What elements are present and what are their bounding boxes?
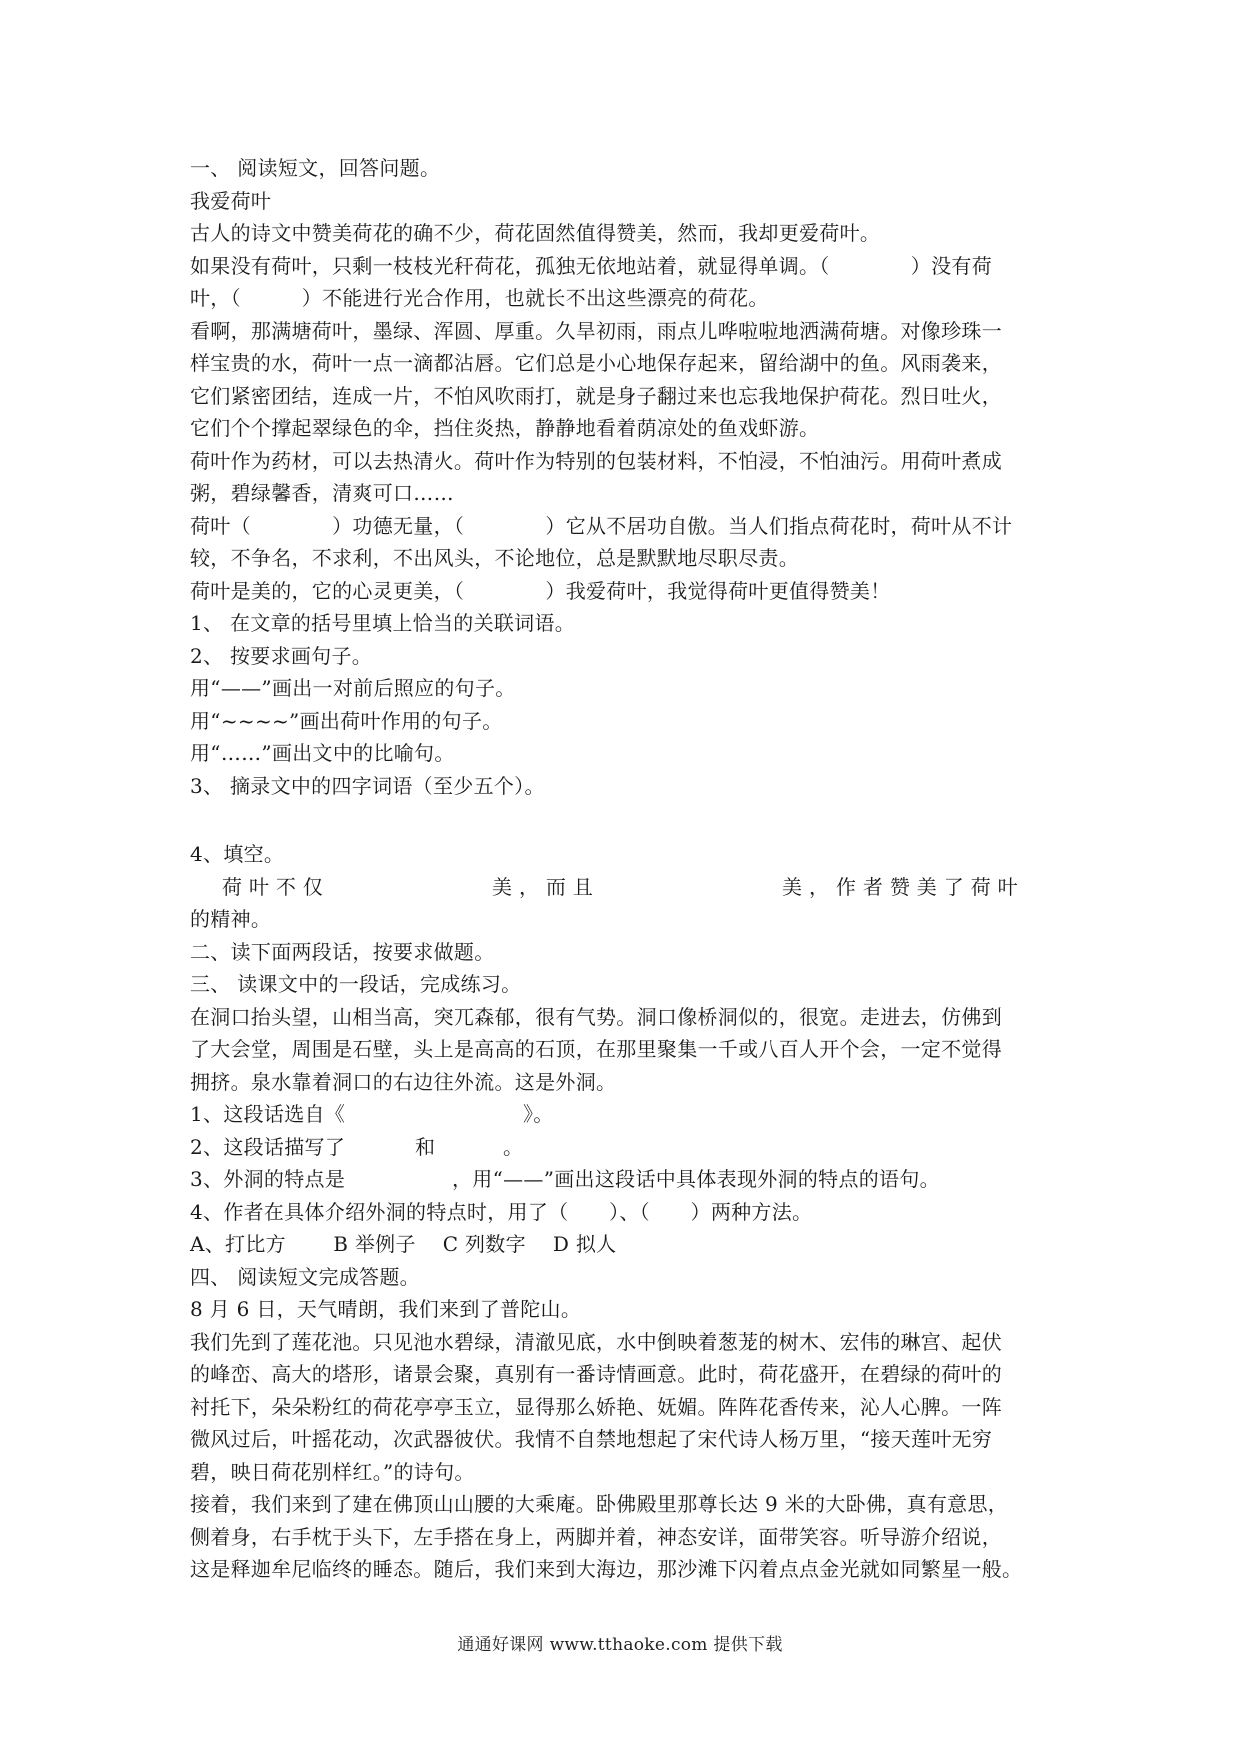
question-text: ，用“——”画出这段话中具体表现外洞的特点的语句。 — [452, 1167, 940, 1191]
passage-line: 的峰峦、高大的塔形，诸景会聚，真别有一番诗情画意。此时，荷花盛开，在碧绿的荷叶的 — [190, 1362, 1002, 1386]
question-line: 2、 按要求画句子。 — [190, 643, 373, 668]
passage-line: 了大会堂，周围是石壁，头上是高高的石顶，在那里聚集一千或八百人开个会，一定不觉得 — [190, 1037, 1002, 1061]
question-line — [190, 1163, 1065, 1196]
question-4-label: 4、填空。 — [190, 842, 285, 866]
passage-line: 微风过后，叶摇花动，次武器彼伏。我情不自禁地想起了宋代诗人杨万里，“接天莲叶无穷 — [190, 1427, 993, 1451]
section3-heading: 三、 读课文中的一段话，完成练习。 — [190, 972, 522, 996]
question-line: 4、作者在具体介绍外洞的特点时，用了（ ）、（ ）两种方法。 — [190, 1199, 813, 1224]
passage-line: 看啊，那满塘荷叶，墨绿、浑圆、厚重。久旱初雨，雨点儿哗啦啦地洒满荷塘。对像珍珠一 — [190, 318, 1002, 343]
passage-line: 这是释迦牟尼临终的睡态。随后，我们来到大海边，那沙滩下闪着点点金光就如同繁星一般。 — [190, 1557, 1023, 1581]
blank-space — [190, 802, 1065, 838]
question-line: 3、 摘录文中的四字词语（至少五个）。 — [190, 773, 545, 798]
fill-blank-line — [190, 871, 1065, 904]
passage-line: 它们紧密团结，连成一片，不怕风吹雨打，就是身子翻过来也忘我地保护荷花。烈日吐火， — [190, 383, 1002, 408]
fill-part: 荷 叶 不 仅 — [222, 874, 324, 899]
passage-line: 叶，（ ）不能进行光合作用，也就长不出这些漂亮的荷花。 — [190, 286, 769, 310]
passage-line: 拥挤。泉水靠着洞口的右边往外流。这是外洞。 — [190, 1069, 617, 1094]
passage-line: 粥，碧绿馨香，清爽可口…… — [190, 481, 454, 505]
question-line — [190, 1098, 1065, 1131]
question-text: 2、这段话描写了 — [190, 1134, 346, 1159]
question-text: 》。 — [523, 1102, 554, 1126]
passage-title: 我爱荷叶 — [190, 188, 272, 213]
passage-line: 如果没有荷叶，只剩一枝枝光秆荷花，孤独无依地站着，就显得单调。（ ）没有荷 — [190, 253, 992, 278]
options-line: A、打比方 B 举例子 C 列数字 D 拟人 — [190, 1232, 617, 1256]
passage-line: 衬托下，朵朵粉红的荷花亭亭玉立，显得那么娇艳、妩媚。阵阵花香传来，沁人心脾。一阵 — [190, 1394, 1002, 1419]
passage-line: 接着，我们来到了建在佛顶山山腰的大乘庵。卧佛殿里那尊长达 9 米的大卧佛，真有意思， — [190, 1492, 1009, 1516]
section2-heading: 二、读下面两段话，按要求做题。 — [190, 939, 495, 964]
passage-line: 古人的诗文中赞美荷花的确不少，荷花固然值得赞美，然而，我却更爱荷叶。 — [190, 221, 881, 245]
question-line: 1、 在文章的括号里填上恰当的关联词语。 — [190, 611, 576, 635]
document-page — [190, 152, 1065, 1586]
passage-line: 在洞口抬头望，山相当高，突兀森郁，很有气势。洞口像桥洞似的，很宽。走进去，仿佛到 — [190, 1004, 1002, 1029]
question-text: 和 — [415, 1134, 436, 1159]
passage-line: 荷叶是美的，它的心灵更美，（ ）我爱荷叶，我觉得荷叶更值得赞美！ — [190, 578, 891, 603]
passage-line: 荷叶（ ）功德无量，（ ）它从不居功自傲。当人们指点荷花时，荷叶从不计 — [190, 513, 1013, 538]
passage-line: 它们个个撑起翠绿色的伞，挡住炎热，静静地看着荫凉处的鱼戏虾游。 — [190, 416, 820, 440]
fill-part: 美 ， 作 者 赞 美 了 荷 叶 — [782, 874, 1018, 899]
question-text: 1、这段话选自《 — [190, 1102, 346, 1126]
section4-heading: 四、 阅读短文完成答题。 — [190, 1264, 420, 1289]
question-line: 用“……”画出文中的比喻句。 — [190, 741, 455, 765]
question-line — [190, 1131, 1065, 1164]
fill-tail: 的精神。 — [190, 907, 272, 931]
section1-heading: 一、 阅读短文，回答问题。 — [190, 156, 441, 180]
question-text: 。 — [503, 1134, 524, 1159]
question-text: 3、外洞的特点是 — [190, 1167, 346, 1191]
passage-line: 荷叶作为药材，可以去热清火。荷叶作为特别的包装材料，不怕浸，不怕油污。用荷叶煮成 — [190, 448, 1002, 473]
passage-line: 较，不争名，不求利，不出风头，不论地位，总是默默地尽职尽责。 — [190, 546, 799, 570]
passage-line: 侧着身，右手枕于头下，左手搭在身上，两脚并着，神态安详，面带笑容。听导游介绍说， — [190, 1524, 1002, 1549]
passage-line: 碧，映日荷花别样红。”的诗句。 — [190, 1459, 475, 1484]
question-line: 用“——”画出一对前后照应的句子。 — [190, 676, 516, 700]
passage-line: 样宝贵的水，荷叶一点一滴都沾唇。它们总是小心地保存起来，留给湖中的鱼。风雨袭来， — [190, 351, 1002, 375]
question-line: 用“~~~~”画出荷叶作用的句子。 — [190, 708, 503, 733]
passage-line: 我们先到了莲花池。只见池水碧绿，清澈见底，水中倒映着葱茏的树木、宏伟的琳宫、起伏 — [190, 1329, 1002, 1354]
passage-line: 8 月 6 日，天气晴朗，我们来到了普陀山。 — [190, 1297, 582, 1321]
fill-part: 美 ， 而 且 — [492, 874, 594, 899]
page-footer: 通通好课网 www.tthaoke.com 提供下载 — [457, 1635, 783, 1655]
